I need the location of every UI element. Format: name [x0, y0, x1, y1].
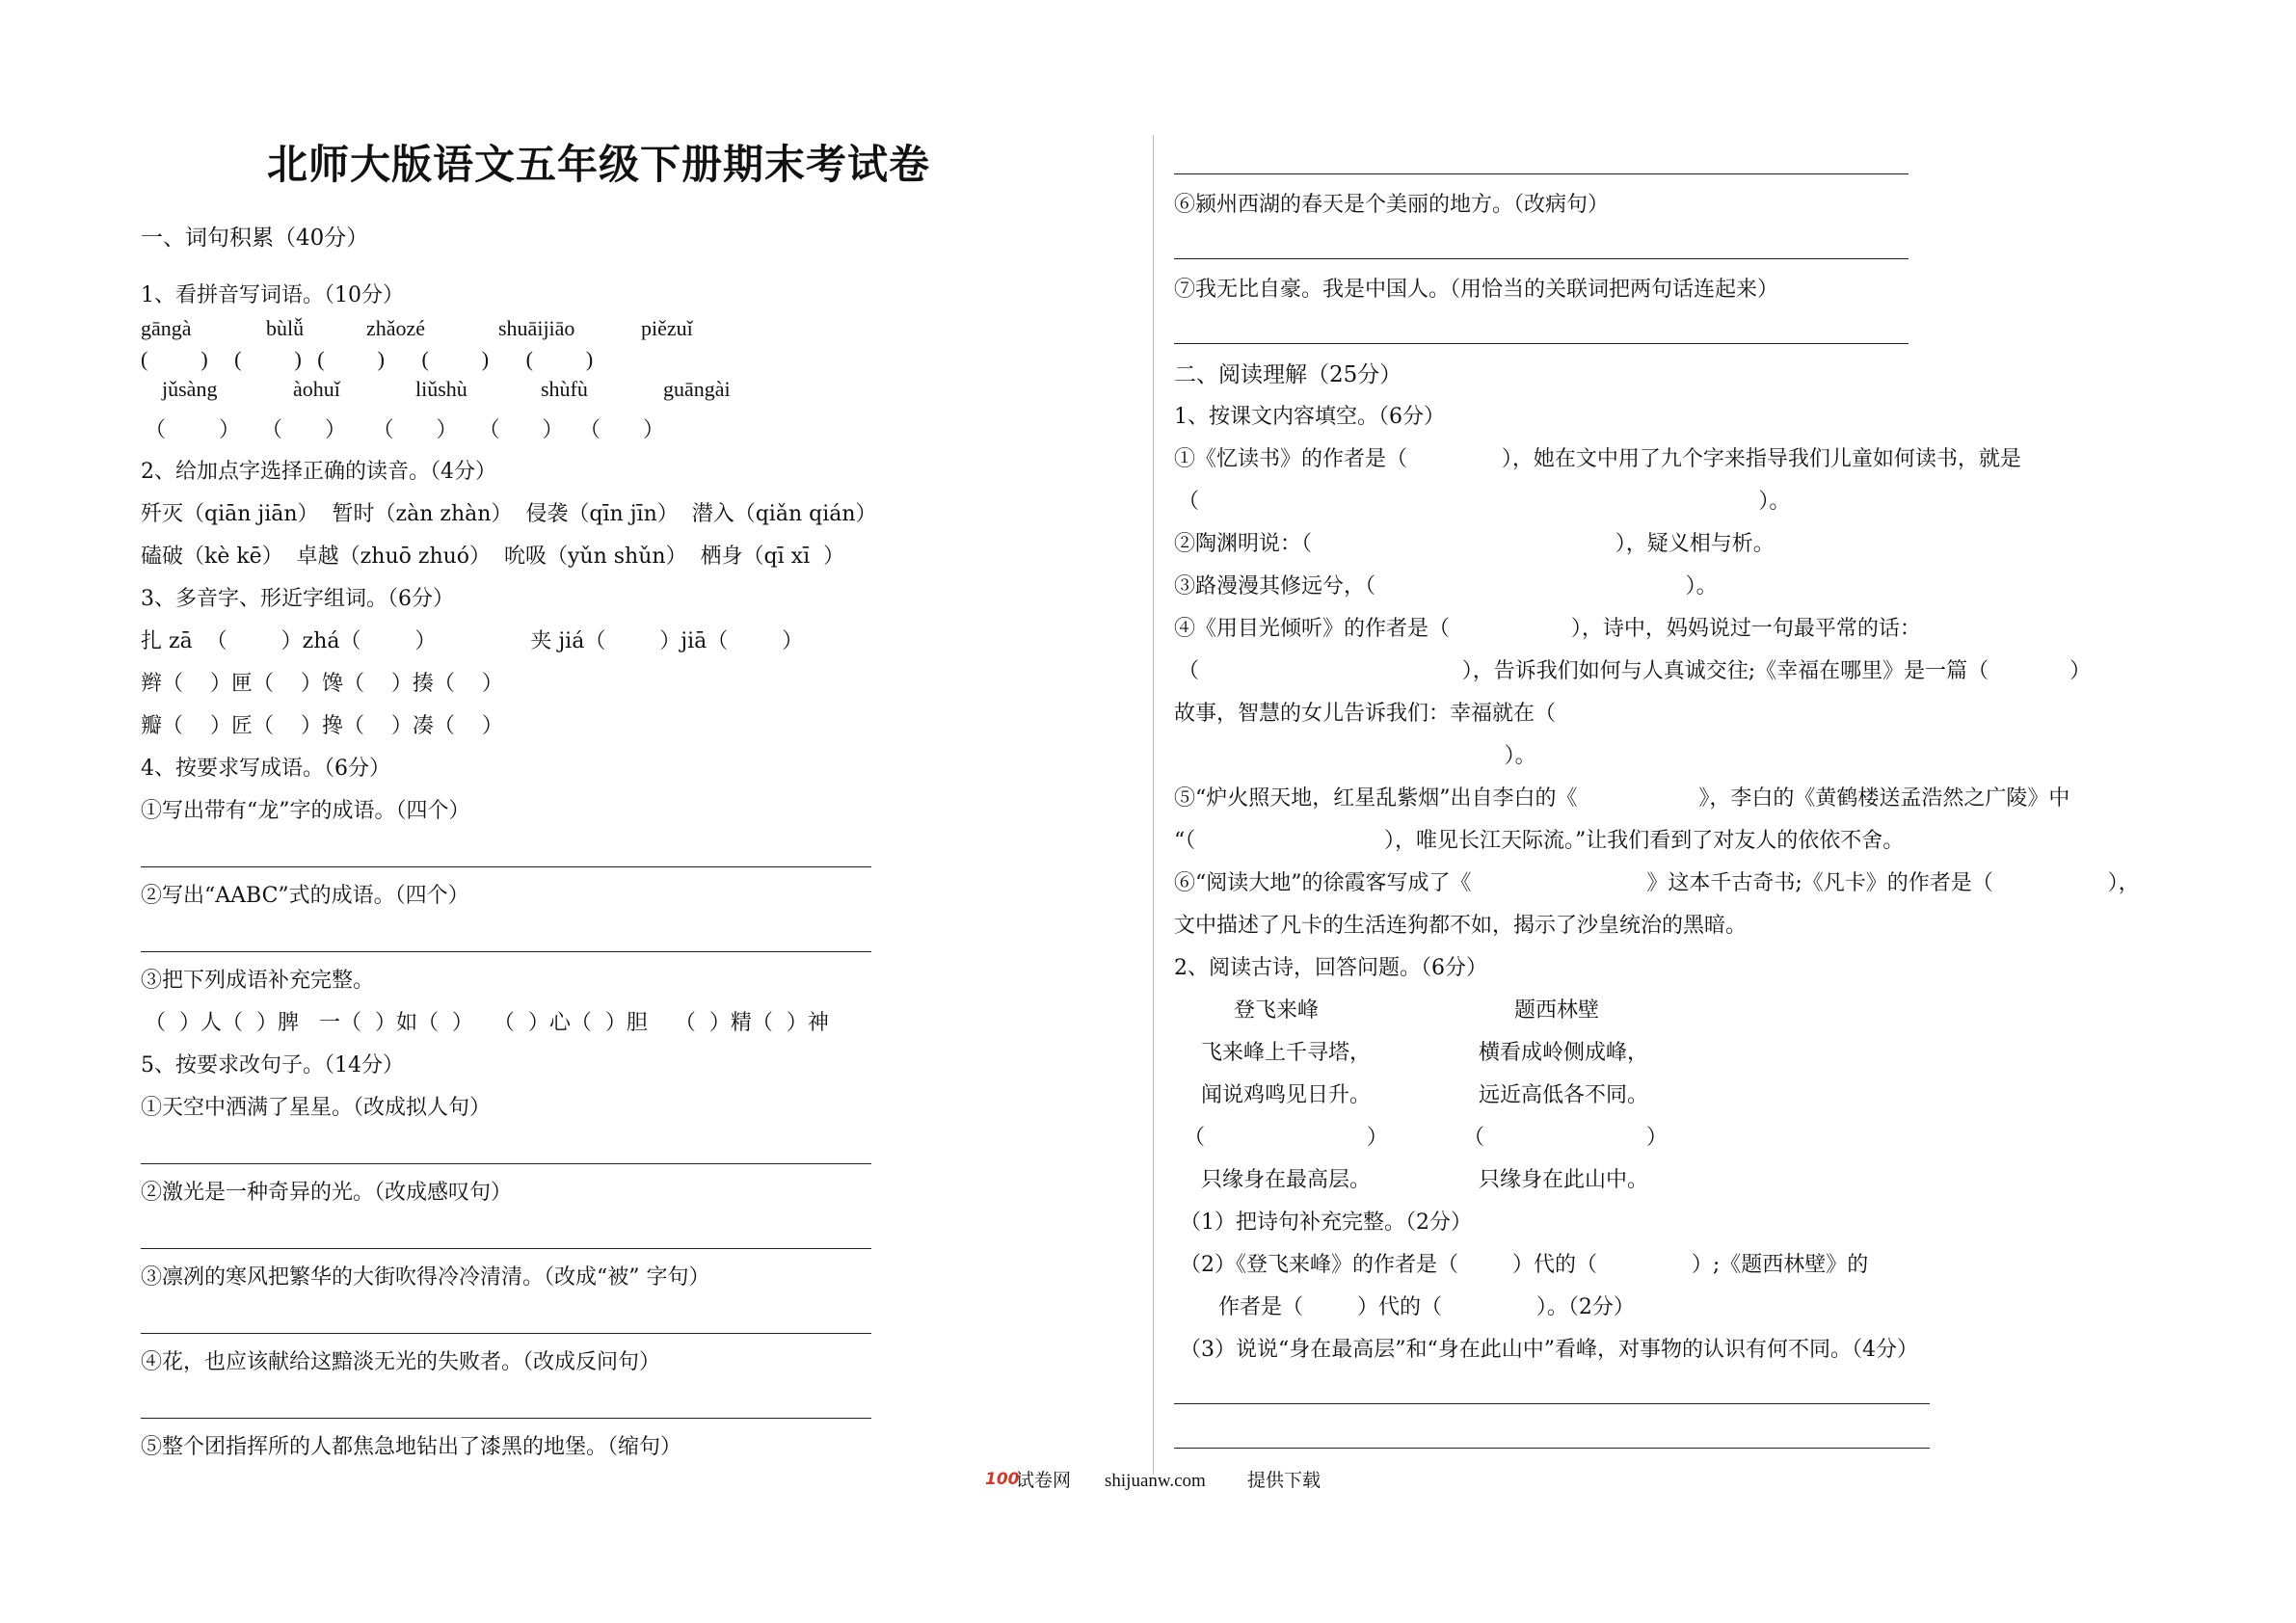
fill-blank: 文中描述了凡卡的生活连狗都不如，揭示了沙皇统治的黑暗。 [1174, 914, 1748, 938]
q3-line: 扎 zā （ ）zhá（ ） 夹 jiá（ ）jiā（ ） [141, 629, 804, 653]
fill-blank: ⑤“炉火照天地，红星乱紫烟”出自李白的《 》，李白的《黄鹤楼送孟浩然之广陵》中 [1174, 786, 2070, 811]
fill-blank: 故事，智慧的女儿告诉我们：幸福就在（ [1174, 702, 1557, 726]
answer-line[interactable] [141, 951, 871, 952]
q4-item: ③把下列成语补充完整。 [141, 969, 375, 993]
fill-blank: “（ ），唯见长江天际流。”让我们看到了对友人的依依不舍。 [1174, 829, 1905, 853]
poem-blank[interactable]: （ ） [1463, 1126, 1668, 1150]
fill-blank: ①《忆读书》的作者是（ ），她在文中用了九个字来指导我们儿童如何读书，就是 [1174, 447, 2021, 471]
pinyin: guāngài [663, 377, 731, 401]
pinyin: jǔsàng [162, 377, 218, 401]
pinyin: àohuǐ [293, 377, 340, 401]
answer-line[interactable] [141, 1333, 871, 1334]
pinyin: piězuǐ [641, 316, 693, 340]
site-name: 试卷网 [1016, 1470, 1072, 1491]
q5-item: ③凛冽的寒风把繁华的大街吹得冷冷清清。（改成“被” 字句） [141, 1265, 710, 1290]
answer-line[interactable] [1174, 1448, 1930, 1449]
page-title: 北师大版语文五年级下册期末考试卷 [267, 141, 931, 188]
pinyin: gāngà [141, 316, 192, 340]
footer-note: 提供下载 [1247, 1470, 1322, 1491]
answer-line[interactable] [1174, 173, 1909, 174]
pinyin: bùlǚ [266, 316, 305, 340]
fill-blank: （ ）。 [1178, 490, 1791, 514]
q5-item: ⑦我无比自豪。我是中国人。（用恰当的关联词把两句话连起来） [1174, 278, 1779, 302]
q5-item: ①天空中洒满了星星。（改成拟人句） [141, 1096, 492, 1120]
fill-blank: （ ），告诉我们如何与人真诚交往;《幸福在哪里》是一篇（ ） [1178, 659, 2092, 683]
answer-line[interactable] [1174, 343, 1909, 344]
q3-line: 辫（ ）匣（ ）馋（ ）揍（ ） [141, 672, 503, 696]
q2-line: 歼灭（qiān jiān） 暂时（zàn zhàn） 侵袭（qīn jīn） 潜入（qiǎn qián） [141, 502, 877, 526]
poem-line: 远近高低各不同。 [1479, 1083, 1649, 1107]
sub-question: （2）《登飞来峰》的作者是（ ）代的（ ）;《题西林壁》的 [1180, 1253, 1869, 1277]
answer-line[interactable] [1174, 258, 1909, 259]
sub-question: （1）把诗句补充完整。（2分） [1180, 1211, 1472, 1235]
poem-line: 只缘身在最高层。 [1201, 1168, 1372, 1192]
q3-line: 瓣（ ）匠（ ）搀（ ）凑（ ） [141, 714, 503, 738]
poem-line: 闻说鸡鸣见日升。 [1201, 1083, 1372, 1107]
poem-line: 飞来峰上千寻塔， [1201, 1041, 1372, 1065]
pinyin: shùfù [541, 377, 588, 401]
pinyin: zhǎozé [366, 316, 426, 340]
answer-line[interactable] [141, 866, 871, 867]
fill-blank: ）。 [1174, 744, 1536, 768]
reading-question-1: 1、按课文内容填空。（6分） [1174, 405, 1445, 429]
poem-line: 横看成岭侧成峰， [1479, 1041, 1649, 1065]
poem-line: 只缘身在此山中。 [1479, 1168, 1649, 1192]
site-logo: 100 [985, 1470, 1020, 1489]
answer-blanks[interactable]: （ ） （ ） （ ） （ ） （ ） [145, 417, 665, 441]
q5-item: ⑥颍州西湖的春天是个美丽的地方。（改病句） [1174, 193, 1610, 217]
q4-idioms: （ ）人（ ）脾 一（ ）如（ ） （ ）心（ ）胆 （ ）精（ ）神 [145, 1011, 829, 1035]
answer-blanks[interactable]: ( ) ( ) ( ) ( ) ( ) [141, 347, 594, 371]
poem-title: 登飞来峰 [1234, 998, 1320, 1023]
q4-item: ①写出带有“龙”字的成语。（四个） [141, 799, 470, 823]
poem-blank[interactable]: （ ） [1184, 1126, 1388, 1150]
pinyin: shuāijiāo [498, 316, 575, 340]
answer-line[interactable] [141, 1163, 871, 1164]
question-4: 4、按要求写成语。（6分） [141, 757, 390, 781]
answer-line[interactable] [141, 1248, 871, 1249]
poem-title: 题西林壁 [1514, 998, 1600, 1023]
q4-item: ②写出“AABC”式的成语。（四个） [141, 884, 469, 908]
q2-line: 磕破（kè kē） 卓越（zhuō zhuó） 吮吸（yǔn shǔn） 栖身（qī xī ） [141, 545, 845, 569]
fill-blank: ③路漫漫其修远兮，（ ）。 [1174, 574, 1718, 599]
sub-question: （3）说说“身在最高层”和“身在此山中”看峰，对事物的认识有何不同。（4分） [1180, 1338, 1918, 1362]
section-1-heading: 一、词句积累（40分） [141, 226, 369, 251]
fill-blank: ④《用目光倾听》的作者是（ ），诗中，妈妈说过一句最平常的话： [1174, 617, 1921, 641]
question-3: 3、多音字、形近字组词。（6分） [141, 587, 454, 611]
fill-blank: ⑥“阅读大地”的徐霞客写成了《 》这本千古奇书;《凡卡》的作者是（ ）， [1174, 871, 2140, 895]
question-2: 2、给加点字选择正确的读音。（4分） [141, 460, 496, 484]
question-5: 5、按要求改句子。（14分） [141, 1053, 404, 1078]
q5-item: ④花，也应该献给这黯淡无光的失败者。（改成反问句） [141, 1350, 661, 1374]
q5-item: ⑤整个团指挥所的人都焦急地钻出了漆黑的地堡。（缩句） [141, 1435, 682, 1459]
sub-question: 作者是（ ）代的（ ）。（2分） [1218, 1295, 1635, 1319]
q5-item: ②激光是一种奇异的光。（改成感叹句） [141, 1181, 513, 1205]
answer-line[interactable] [1174, 1403, 1930, 1404]
reading-question-2: 2、阅读古诗，回答问题。（6分） [1174, 956, 1487, 980]
pinyin: liǔshù [415, 377, 467, 401]
answer-line[interactable] [141, 1418, 871, 1419]
question-1: 1、看拼音写词语。（10分） [141, 283, 404, 307]
site-url[interactable]: shijuanw.com [1105, 1471, 1206, 1491]
section-2-heading: 二、阅读理解（25分） [1174, 362, 1402, 387]
column-divider [1153, 135, 1154, 1475]
fill-blank: ②陶渊明说：（ ），疑义相与析。 [1174, 532, 1775, 556]
